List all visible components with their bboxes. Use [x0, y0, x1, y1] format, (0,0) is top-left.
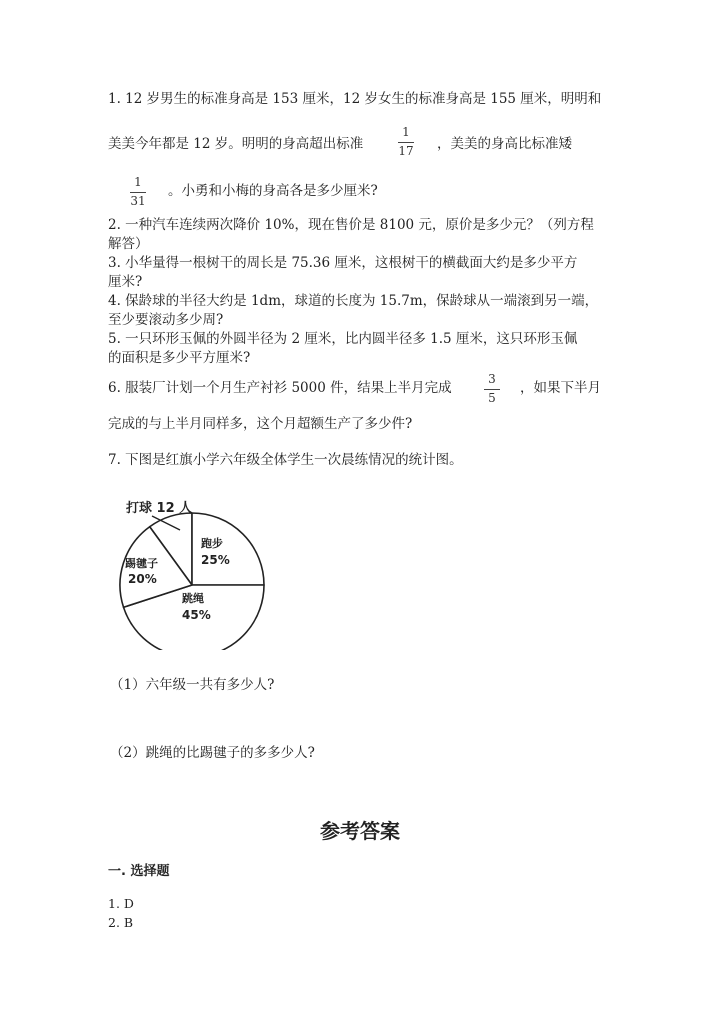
- q6-line1-a: 6. 服装厂计划一个月生产衬衫 5000 件，结果上半月完成: [108, 380, 452, 396]
- q1-fraction-2: [130, 176, 146, 208]
- fraction-numerator: 1: [402, 125, 410, 139]
- q5-line2: 的面积是多少平方厘米?: [108, 350, 251, 366]
- fraction-numerator: 3: [488, 372, 496, 386]
- q3-line2: 厘米?: [108, 274, 143, 290]
- fraction-bar: [398, 142, 414, 143]
- pie-label-shuttlecock-value: 20%: [128, 572, 157, 586]
- q3-line1: 3. 小华量得一根树干的周长是 75.36 厘米，这根树干的横截面大约是多少平方: [108, 255, 578, 271]
- pie-label-rope-name: 跳绳: [182, 592, 204, 605]
- pie-label-shuttlecock-name: 踢毽子: [125, 557, 158, 570]
- q4-line2: 至少要滚动多少周?: [108, 312, 224, 328]
- q7-sub2: （2）跳绳的比踢毽子的多多少人?: [110, 745, 315, 761]
- answer-item-1: 1. D: [108, 896, 134, 911]
- q2-line1: 2. 一种汽车连续两次降价 10%，现在售价是 8100 元，原价是多少元？（列方程: [108, 217, 594, 233]
- q1-fraction-1: [398, 126, 414, 158]
- q7-sub1: （1）六年级一共有多少人?: [110, 677, 275, 693]
- fraction-denominator: 5: [488, 391, 496, 405]
- fraction-denominator: 31: [130, 194, 146, 208]
- q1-line2-b: ，美美的身高比标准矮: [437, 136, 572, 152]
- answers-heading: 参考答案: [320, 819, 400, 843]
- pie-label-running-value: 25%: [201, 553, 230, 567]
- fraction-bar: [130, 192, 146, 193]
- pie-callout-label: 打球 12 人: [126, 501, 193, 516]
- pie-chart: [110, 490, 280, 650]
- q1-line2-a: 美美今年都是 12 岁。明明的身高超出标准: [108, 136, 364, 152]
- q6-line1-b: ，如果下半月: [520, 380, 601, 396]
- q5-line1: 5. 一只环形玉佩的外圆半径为 2 厘米，比内圆半径多 1.5 厘米，这只环形玉佩: [108, 331, 578, 347]
- q4-line1: 4. 保龄球的半径大约是 1dm，球道的长度为 15.7m，保龄球从一端滚到另一端，: [108, 293, 599, 309]
- q7-line1: 7. 下图是红旗小学六年级全体学生一次晨练情况的统计图。: [108, 452, 463, 468]
- pie-label-running-name: 跑步: [201, 537, 223, 550]
- answers-section-title: 一. 选择题: [108, 864, 170, 879]
- answer-item-2: 2. B: [108, 915, 134, 930]
- q2-line2: 解答）: [108, 236, 149, 252]
- pie-label-rope-value: 45%: [182, 608, 211, 622]
- q1-line3: 。小勇和小梅的身高各是多少厘米?: [168, 183, 378, 199]
- q6-line2: 完成的与上半月同样多，这个月超额生产了多少件?: [108, 416, 413, 432]
- fraction-denominator: 17: [398, 144, 414, 158]
- q1-line1: 1. 12 岁男生的标准身高是 153 厘米，12 岁女生的标准身高是 155 厘米，明明和: [108, 91, 602, 107]
- q6-fraction: [484, 373, 500, 405]
- fraction-numerator: 1: [134, 175, 142, 189]
- fraction-bar: [484, 389, 500, 390]
